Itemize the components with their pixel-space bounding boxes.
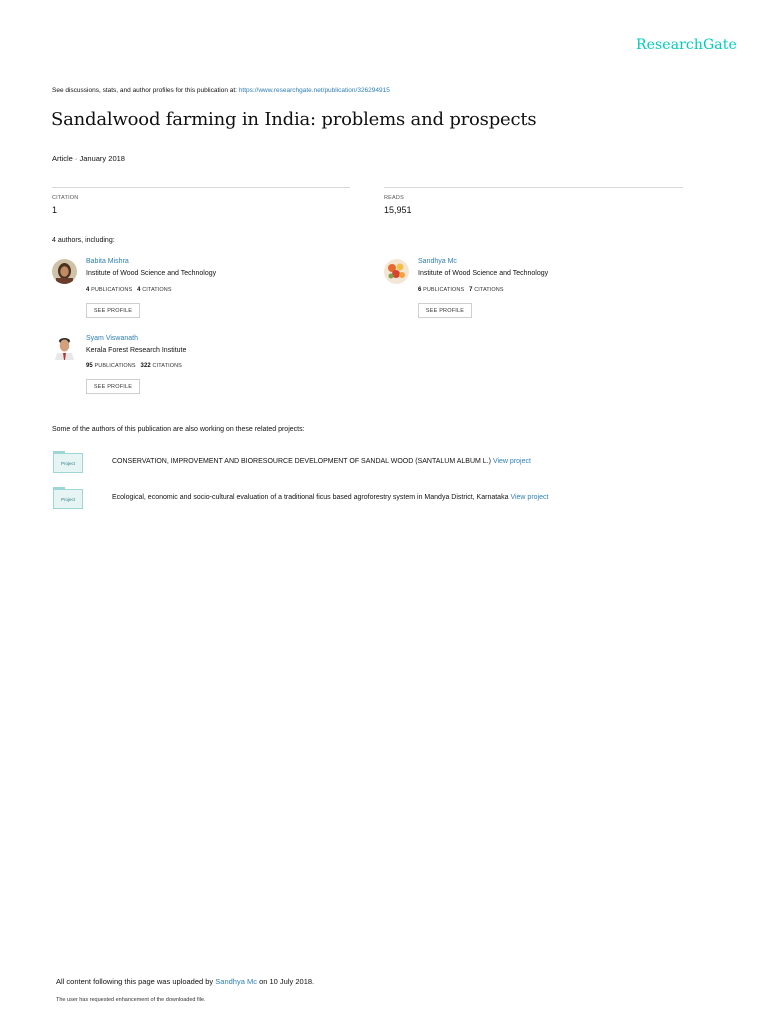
publications-label: PUBLICATIONS bbox=[94, 363, 136, 369]
publications-label: PUBLICATIONS bbox=[423, 287, 465, 293]
author-stats bbox=[86, 287, 172, 293]
view-project-link[interactable]: View project bbox=[510, 494, 549, 501]
author-stats bbox=[418, 287, 504, 293]
project-title: CONSERVATION, IMPROVEMENT AND BIORESOURCE DEVELOPMENT OF SANDAL WOOD (SANTALUM ALBUM L.) bbox=[112, 458, 491, 465]
citations-count: 4 bbox=[137, 287, 141, 293]
see-profile-button[interactable]: SEE PROFILE bbox=[86, 379, 140, 394]
author-name[interactable]: Syam Viswanath bbox=[86, 335, 139, 342]
author-stats bbox=[86, 363, 182, 369]
reads-divider bbox=[384, 187, 683, 188]
project-icon-label: Project bbox=[60, 460, 75, 466]
authors-heading: 4 authors, including: bbox=[52, 237, 115, 244]
related-projects-heading: Some of the authors of this publication are also working on these related projects: bbox=[52, 426, 305, 433]
citations-label: CITATIONS bbox=[474, 287, 504, 293]
author-avatar-sandhya[interactable] bbox=[384, 259, 409, 284]
project-item bbox=[112, 494, 548, 501]
researchgate-logo[interactable]: ResearchGate bbox=[636, 37, 737, 53]
see-profile-button[interactable]: SEE PROFILE bbox=[418, 303, 472, 318]
citations-count: 7 bbox=[469, 287, 473, 293]
citations-label: CITATIONS bbox=[142, 287, 172, 293]
publication-url-link[interactable]: https://www.researchgate.net/publication/326294915 bbox=[238, 87, 390, 94]
upload-prefix: All content following this page was uploaded by bbox=[56, 977, 214, 986]
author-institution: Institute of Wood Science and Technology bbox=[418, 270, 549, 277]
enhancement-note: The user has requested enhancement of the downloaded file. bbox=[56, 997, 206, 1003]
see-profile-button[interactable]: SEE PROFILE bbox=[86, 303, 140, 318]
project-title: Ecological, economic and socio-cultural evaluation of a traditional ficus based agroforestry system in Mandya District, Karnataka bbox=[112, 494, 509, 501]
reads-label: READS bbox=[384, 195, 404, 201]
author-avatar-babita[interactable] bbox=[52, 259, 77, 284]
project-icon-label: Project bbox=[60, 496, 75, 502]
citation-label: CITATION bbox=[52, 195, 79, 201]
publications-count: 4 bbox=[86, 287, 90, 293]
author-name[interactable]: Sandhya Mc bbox=[418, 258, 457, 265]
avatar-photo-icon bbox=[52, 335, 77, 360]
uploader-link[interactable]: Sandhya Mc bbox=[215, 977, 257, 986]
citation-value: 1 bbox=[52, 205, 58, 215]
avatar-photo-icon bbox=[52, 259, 77, 284]
author-avatar-syam[interactable] bbox=[52, 335, 77, 360]
citation-divider bbox=[52, 187, 350, 188]
author-institution: Kerala Forest Research Institute bbox=[86, 347, 187, 354]
discussion-line bbox=[52, 87, 390, 94]
author-name[interactable]: Babita Mishra bbox=[86, 258, 129, 265]
citations-label: CITATIONS bbox=[152, 363, 182, 369]
upload-note bbox=[56, 977, 314, 986]
publications-count: 95 bbox=[86, 363, 93, 369]
discussion-text: See discussions, stats, and author profiles for this publication at: bbox=[52, 87, 237, 94]
project-folder-icon[interactable] bbox=[53, 489, 83, 509]
reads-value: 15,951 bbox=[384, 205, 412, 215]
author-institution: Institute of Wood Science and Technology bbox=[86, 270, 217, 277]
publications-label: PUBLICATIONS bbox=[91, 287, 133, 293]
project-item bbox=[112, 458, 531, 465]
publications-count: 6 bbox=[418, 287, 422, 293]
article-title: Sandalwood farming in India: problems and prospects bbox=[51, 109, 537, 130]
avatar-flower-icon bbox=[384, 259, 409, 284]
article-meta: Article · January 2018 bbox=[52, 154, 125, 163]
project-folder-icon[interactable] bbox=[53, 453, 83, 473]
view-project-link[interactable]: View project bbox=[492, 458, 531, 465]
citations-count: 322 bbox=[140, 363, 151, 369]
upload-suffix: on 10 July 2018. bbox=[259, 977, 315, 986]
